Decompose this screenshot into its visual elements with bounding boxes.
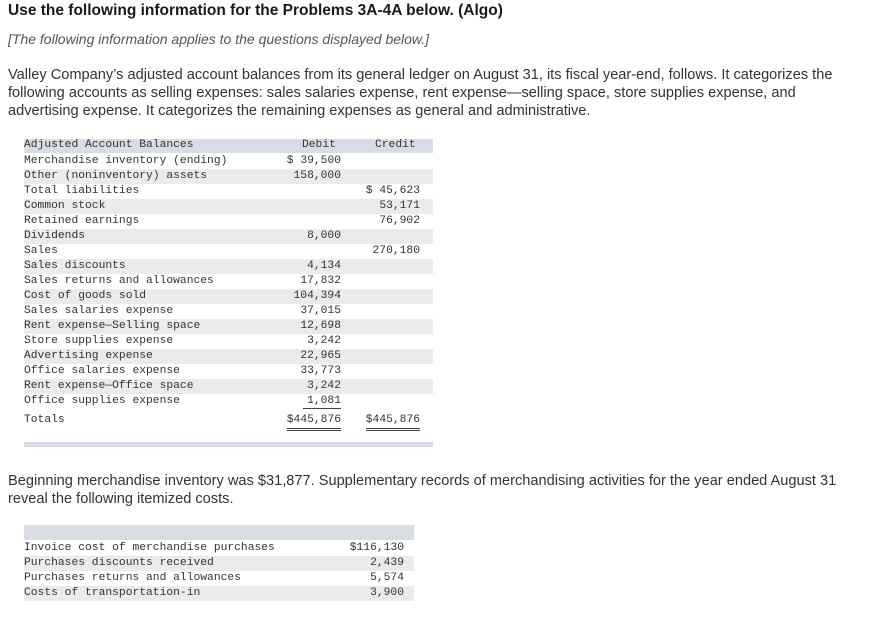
purchase-amount: 5,574 (370, 572, 404, 584)
table-row (24, 199, 433, 214)
table-row (24, 229, 433, 244)
debit-value: 17,832 (300, 275, 341, 287)
purchase-label: Invoice cost of merchandise purchases (24, 542, 275, 554)
purchase-label: Costs of transportation-in (24, 587, 201, 599)
account-label: Dividends (24, 230, 86, 242)
account-label: Total liabilities (24, 185, 140, 197)
account-label: Rent expense—Selling space (24, 320, 201, 332)
totals-label: Totals (24, 414, 65, 426)
totals-row (24, 413, 433, 428)
bridge-paragraph: Beginning merchandise inventory was $31,877. Supplementary records of merchandising activities for the year ended August 31 reveal the following itemized costs. (8, 473, 837, 507)
debit-value: 8,000 (307, 230, 341, 242)
table-row (24, 214, 433, 229)
account-label: Sales returns and allowances (24, 275, 214, 287)
purchases-header-bar (24, 525, 414, 540)
purchase-amount: $116,130 (349, 542, 404, 554)
debit-value: 4,134 (307, 260, 341, 272)
account-label: Cost of goods sold (24, 290, 147, 302)
debit-value: 3,242 (307, 335, 341, 347)
header-label: Adjusted Account Balances (24, 139, 194, 151)
debit-value: 12,698 (300, 320, 341, 332)
table-row (24, 259, 433, 274)
credit-value: 53,171 (379, 200, 420, 212)
table-row (24, 379, 433, 394)
account-label: Advertising expense (24, 350, 153, 362)
debit-value: 1,081 (307, 395, 341, 407)
purchase-amount: 3,900 (370, 587, 404, 599)
table-row (24, 319, 433, 334)
debit-value: 3,242 (307, 380, 341, 392)
table-row (24, 394, 433, 409)
table-header-row (24, 139, 433, 153)
credit-value: $ 45,623 (365, 185, 420, 197)
table-row (24, 244, 433, 259)
account-label: Sales discounts (24, 260, 126, 272)
account-label: Office salaries expense (24, 365, 180, 377)
table-row (24, 334, 433, 349)
list-item (24, 586, 414, 601)
account-label: Retained earnings (24, 215, 140, 227)
credit-value: 76,902 (379, 215, 420, 227)
purchases-table (24, 525, 414, 605)
table-row (24, 274, 433, 289)
table-row (24, 304, 433, 319)
table-row (24, 364, 433, 379)
account-label: Sales salaries expense (24, 305, 174, 317)
debit-value: $ 39,500 (286, 155, 341, 167)
account-label: Store supplies expense (24, 335, 174, 347)
account-label: Sales (24, 245, 58, 257)
table-row (24, 184, 433, 199)
account-label: Office supplies expense (24, 395, 180, 407)
table-row (24, 154, 433, 169)
header-debit: Debit (302, 139, 336, 151)
table-row (24, 169, 433, 184)
intro-paragraph: Valley Company’s adjusted account balances from its general ledger on August 31, its fiscal year-end, follows. It categorizes the following accounts as selling expenses: sales salaries expense, rent expense—selling space, store supplies expense, and advertising expense. It categorizes the remaining expenses as general and administrative. (8, 67, 833, 119)
list-item (24, 541, 414, 556)
credit-value: 270,180 (372, 245, 420, 257)
account-label: Merchandise inventory (ending) (24, 155, 228, 167)
purchase-amount: 2,439 (370, 557, 404, 569)
header-credit: Credit (375, 139, 416, 151)
list-item (24, 556, 414, 571)
purchase-label: Purchases discounts received (24, 557, 214, 569)
totals-credit: $445,876 (366, 413, 420, 431)
debit-value: 158,000 (293, 170, 341, 182)
debit-value: 22,965 (300, 350, 341, 362)
problem-subheading: [The following information applies to the questions displayed below.] (8, 31, 430, 47)
account-label: Common stock (24, 200, 106, 212)
purchase-label: Purchases returns and allowances (24, 572, 241, 584)
account-balances-table (24, 139, 433, 447)
problem-heading: Use the following information for the Problems 3A-4A below. (Algo) (8, 2, 503, 19)
debit-subtotal-rule (303, 408, 341, 409)
debit-value: 104,394 (293, 290, 341, 302)
totals-debit: $445,876 (287, 413, 341, 431)
table-footer-bar (24, 442, 433, 447)
account-label: Other (noninventory) assets (24, 170, 208, 182)
list-item (24, 571, 414, 586)
table-row (24, 289, 433, 304)
table-row (24, 349, 433, 364)
account-label: Rent expense—Office space (24, 380, 194, 392)
debit-value: 37,015 (300, 305, 341, 317)
debit-value: 33,773 (300, 365, 341, 377)
